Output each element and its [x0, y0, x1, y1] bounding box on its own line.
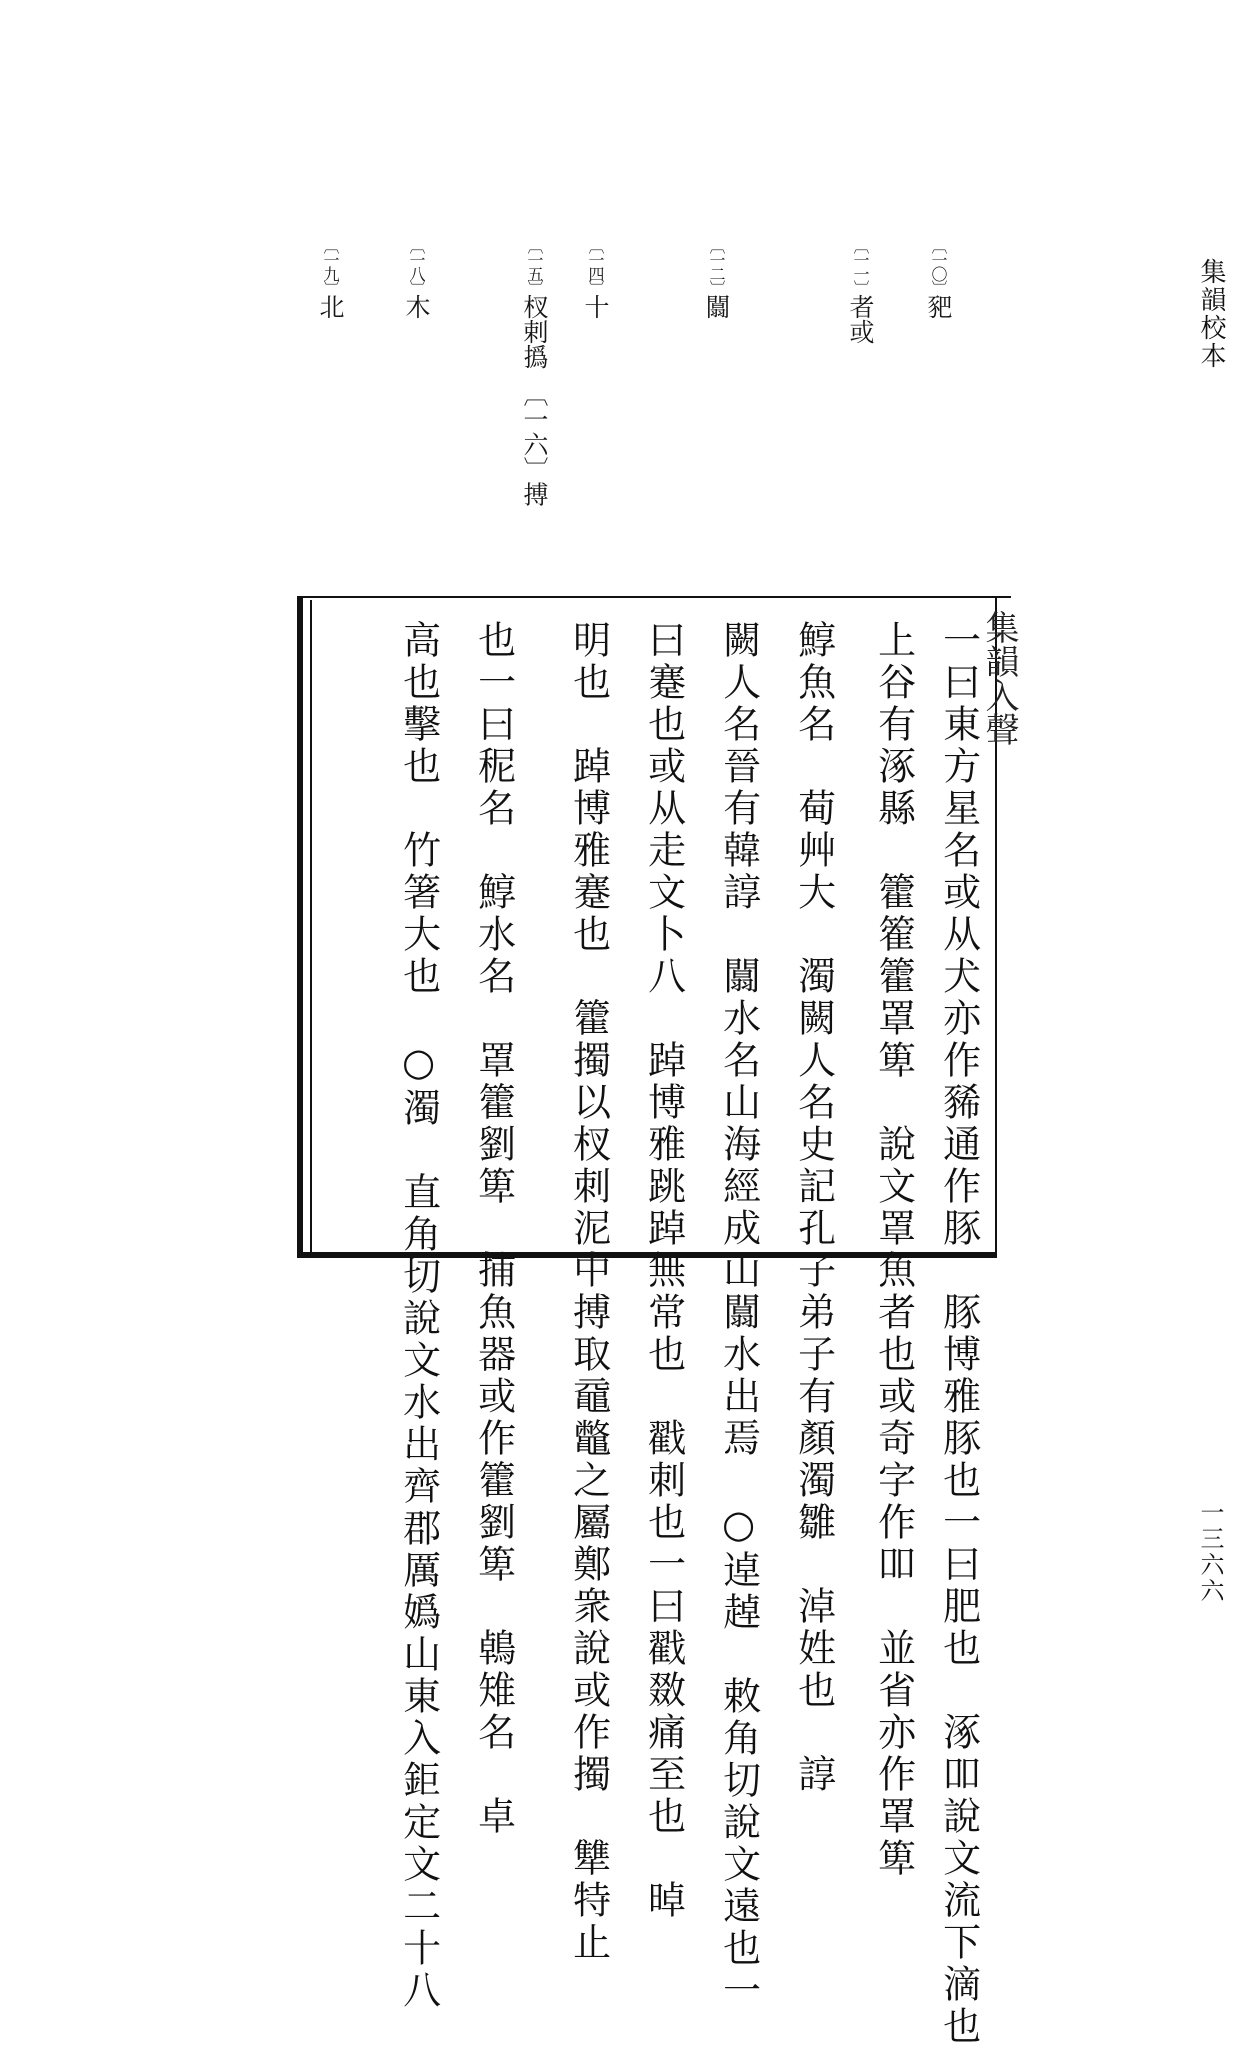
page-number: 一三六六 — [1196, 1500, 1224, 1604]
note-15 — [522, 238, 547, 507]
note-mark: 〔一四〕 — [586, 238, 605, 294]
note-text: 木 — [402, 294, 431, 319]
note-text: 豝 — [924, 294, 953, 319]
running-title: 集韻校本 — [1196, 258, 1226, 370]
text-column-6: 明也 踔博雅蹇也 籗擉以杈刺泥中搏取黿鼈之屬鄭衆說或作擉 犨特止 — [566, 620, 611, 1964]
text-column-4: 闕人名晉有韓諄 闒水名山海經成山闒水出焉 ○逴趠 敕角切說文遠也一 — [716, 620, 761, 2012]
note-mark: 〔一八〕 — [407, 238, 426, 294]
text-column-8: 高也擊也 竹箸大也 ○濁 直角切說文水出齊郡厲嬀山東入鉅定文二十八 — [396, 620, 441, 2012]
text-column-2: 上谷有涿縣 籗篧籗罩箄 說文罩魚者也或奇字作吅 並省亦作罩箄 — [871, 620, 916, 1880]
note-11 — [848, 238, 873, 344]
block-top-rule — [997, 596, 1011, 598]
note-mark: 〔一二〕 — [707, 238, 726, 294]
note-10 — [926, 238, 951, 319]
note-text: 者或 — [846, 294, 875, 344]
note-text: 闒 — [702, 294, 731, 319]
block-center-title: 集韻入聲 — [979, 610, 1019, 746]
text-column-1: 一曰東方星名或从犬亦作豨通作豚 豚博雅豚也一曰肥也 涿吅說文流下滴也 — [936, 620, 981, 2048]
note-text: 杈剌撝 〔一六〕搏 — [520, 294, 549, 507]
note-14 — [583, 238, 608, 319]
note-12 — [704, 238, 729, 319]
note-19 — [318, 238, 343, 319]
text-column-3: 鯙魚名 䓒艸大 濁闕人名史記孔子弟子有顏濁雛 淖姓也 諄 — [791, 620, 836, 1796]
note-18 — [404, 238, 429, 319]
note-mark: 〔一九〕 — [321, 238, 340, 294]
block-frame-inner-rule — [310, 600, 312, 1252]
note-text: 十 — [581, 294, 610, 319]
note-mark: 〔一五〕 — [525, 238, 544, 294]
note-text: 北 — [316, 294, 345, 319]
note-mark: 〔一一〕 — [851, 238, 870, 294]
text-column-7: 也一曰秜名 鯙水名 罩籗劉箄 捕魚器或作籗劉箄 鵫雉名 卓 — [471, 620, 516, 1838]
text-column-5: 曰蹇也或从走文卜八 踔博雅跳踔無常也 戳刺也一曰戳敪痛至也 晫 — [641, 620, 686, 1922]
note-mark: 〔一〇〕 — [929, 238, 948, 294]
